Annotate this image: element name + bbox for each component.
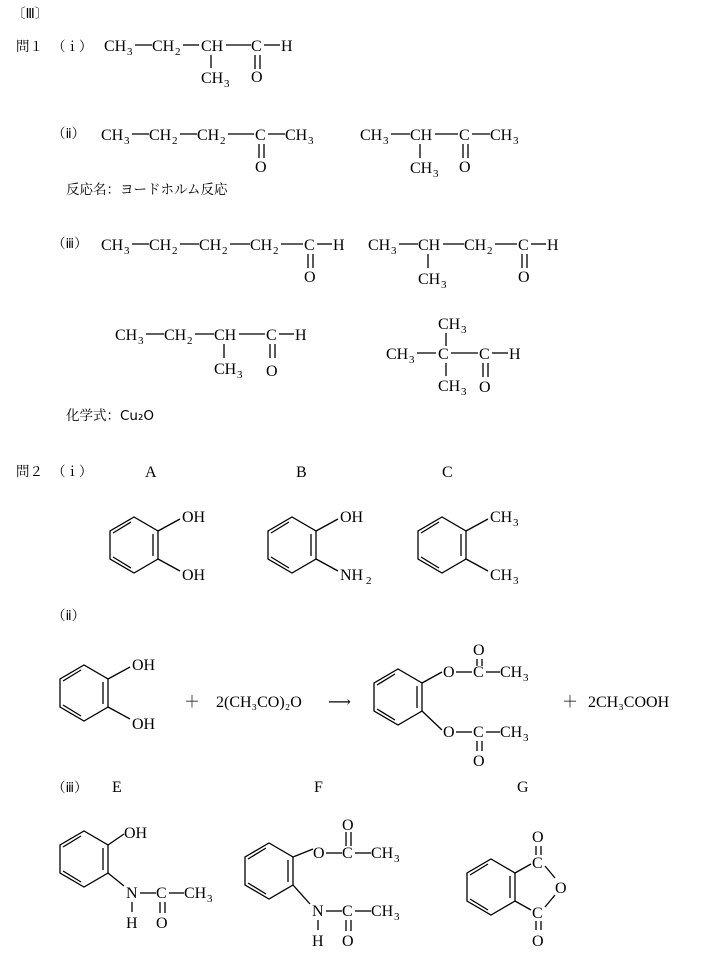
svg-text:3: 3 [433,168,439,180]
svg-text:CH: CH [490,509,513,526]
svg-text:CH: CH [360,127,383,144]
q2-label: 問２ [16,464,43,480]
svg-text:CH: CH [371,845,394,862]
svg-text:2: 2 [222,245,228,257]
svg-text:CH: CH [386,346,409,363]
compound-B-label: B [296,464,307,481]
acetic-anhydride-reagent: 2(CH₃CO)₂O [216,694,302,711]
compound-B-structure [268,509,372,587]
svg-text:O: O [459,159,471,176]
compound-C-structure [418,509,519,587]
svg-text:2: 2 [172,245,178,257]
q1-iii-structure-3 [115,327,307,381]
svg-text:CH: CH [371,903,394,920]
svg-text:N: N [126,885,138,902]
svg-text:2: 2 [220,135,226,147]
svg-text:C: C [255,127,266,144]
svg-text:3: 3 [308,135,314,147]
svg-text:C: C [473,664,484,681]
svg-text:O: O [313,845,325,862]
svg-text:CH: CH [214,327,237,344]
svg-text:O: O [479,379,491,396]
compound-E-label: E [112,779,122,796]
svg-text:3: 3 [394,911,400,923]
svg-text:CH: CH [104,38,127,55]
svg-text:O: O [255,159,267,176]
svg-text:C: C [459,127,470,144]
svg-text:3: 3 [513,135,519,147]
q1-label: 問１ [16,39,43,55]
svg-text:NH: NH [340,567,364,584]
svg-text:CH: CH [164,327,187,344]
svg-text:C: C [156,885,167,902]
svg-text:3: 3 [461,324,467,336]
svg-text:3: 3 [523,732,529,744]
product-diacetate [374,642,529,770]
svg-text:O: O [555,880,567,897]
svg-text:C: C [438,346,449,363]
svg-text:3: 3 [513,517,519,529]
svg-text:CH: CH [149,237,172,254]
svg-text:CH: CH [184,885,207,902]
svg-text:CH: CH [201,70,224,87]
svg-text:H: H [126,915,138,932]
svg-text:CH: CH [410,127,433,144]
q2-iii-number: （ⅲ） [52,780,88,796]
svg-text:CH: CH [438,378,461,395]
svg-text:CH: CH [197,127,220,144]
svg-text:H: H [281,38,293,55]
acetic-acid-byproduct: 2CH₃COOH [588,694,670,711]
section-heading: 〔Ⅲ〕 [12,6,49,22]
svg-text:O: O [443,724,455,741]
svg-text:O: O [518,269,530,286]
svg-text:C: C [532,905,543,922]
compound-G-structure [467,829,567,950]
svg-text:O: O [251,69,263,86]
svg-text:O: O [156,915,168,932]
svg-text:3: 3 [127,46,133,58]
svg-text:CH: CH [101,237,124,254]
svg-text:C: C [342,903,353,920]
svg-text:OH: OH [182,509,206,526]
svg-text:C: C [266,327,277,344]
svg-text:O: O [532,829,544,846]
q1-iii-structure-1 [101,237,345,286]
compound-A-structure [110,509,206,584]
svg-text:3: 3 [383,135,389,147]
svg-text:CH: CH [101,127,124,144]
q2-ii-number: （ⅱ） [52,608,86,624]
plus-sign-2: ＋ [562,694,579,711]
svg-text:OH: OH [132,657,156,674]
compound-C-label: C [442,464,453,481]
svg-text:CH: CH [199,237,222,254]
svg-text:O: O [443,664,455,681]
q1-i-structure [104,38,293,90]
svg-text:3: 3 [224,78,230,90]
compound-F-label: F [314,779,323,796]
compound-A-label: A [145,464,157,481]
svg-text:CH: CH [368,237,391,254]
svg-text:CH: CH [500,724,523,741]
q1-iii-structure-4 [386,316,521,398]
svg-text:3: 3 [138,335,144,347]
svg-text:OH: OH [132,716,156,733]
svg-text:CH: CH [250,237,273,254]
svg-text:C: C [532,855,543,872]
svg-text:2: 2 [175,46,181,58]
svg-text:CH: CH [201,38,224,55]
svg-text:3: 3 [124,245,130,257]
svg-text:CH: CH [115,327,138,344]
q1-ii-reaction-name: 反応名：ヨードホルム反応 [66,182,228,198]
svg-text:CH: CH [490,567,513,584]
q1-iii-structure-2 [368,237,559,291]
svg-text:C: C [479,346,490,363]
svg-text:CH: CH [152,38,175,55]
svg-text:C: C [473,724,484,741]
svg-text:N: N [312,903,324,920]
svg-text:O: O [473,642,485,659]
svg-text:2: 2 [273,245,279,257]
svg-text:3: 3 [523,672,529,684]
q1-ii-number: （ⅱ） [52,126,86,142]
svg-text:O: O [304,269,316,286]
svg-text:3: 3 [394,853,400,865]
compound-E-structure [60,825,213,932]
svg-text:3: 3 [441,279,447,291]
svg-text:C: C [518,237,529,254]
svg-text:3: 3 [207,893,213,905]
svg-text:OH: OH [340,509,364,526]
svg-text:H: H [547,237,559,254]
svg-text:3: 3 [461,386,467,398]
compound-F-structure [245,817,400,950]
svg-text:3: 3 [237,369,243,381]
svg-text:CH: CH [418,271,441,288]
compound-G-label: G [517,779,529,796]
svg-text:O: O [473,753,485,770]
reactant-catechol [60,657,156,733]
svg-text:CH: CH [464,237,487,254]
svg-text:2: 2 [187,335,193,347]
svg-text:CH: CH [285,127,308,144]
svg-text:3: 3 [513,575,519,587]
q1-iii-chemical-formula: 化学式：Cu₂O [66,408,155,424]
svg-text:H: H [295,327,307,344]
svg-text:C: C [251,38,262,55]
svg-text:H: H [509,346,521,363]
reaction-arrow: ⟶ [328,694,351,711]
svg-text:CH: CH [438,316,461,333]
svg-text:CH: CH [500,664,523,681]
svg-text:2: 2 [366,575,372,587]
plus-sign-1: ＋ [184,694,201,711]
svg-text:2: 2 [172,135,178,147]
svg-text:O: O [266,363,278,380]
svg-text:O: O [532,933,544,950]
svg-text:CH: CH [410,160,433,177]
svg-text:H: H [312,933,324,950]
svg-text:C: C [342,845,353,862]
svg-text:2: 2 [487,245,493,257]
svg-text:CH: CH [149,127,172,144]
q1-i-number: （ｉ） [52,39,93,55]
svg-text:CH: CH [418,237,441,254]
svg-text:CH: CH [490,127,513,144]
q2-i-number: （ｉ） [52,464,93,480]
svg-text:O: O [342,933,354,950]
svg-text:3: 3 [391,245,397,257]
q1-iii-number: （ⅲ） [52,236,88,252]
q1-ii-structure-1 [101,127,314,176]
svg-text:CH: CH [214,361,237,378]
svg-text:3: 3 [124,135,130,147]
svg-text:H: H [333,237,345,254]
svg-text:OH: OH [124,825,148,842]
q1-ii-structure-2 [360,127,519,180]
svg-text:3: 3 [409,354,415,366]
svg-text:O: O [342,817,354,834]
svg-text:C: C [304,237,315,254]
svg-text:OH: OH [182,567,206,584]
